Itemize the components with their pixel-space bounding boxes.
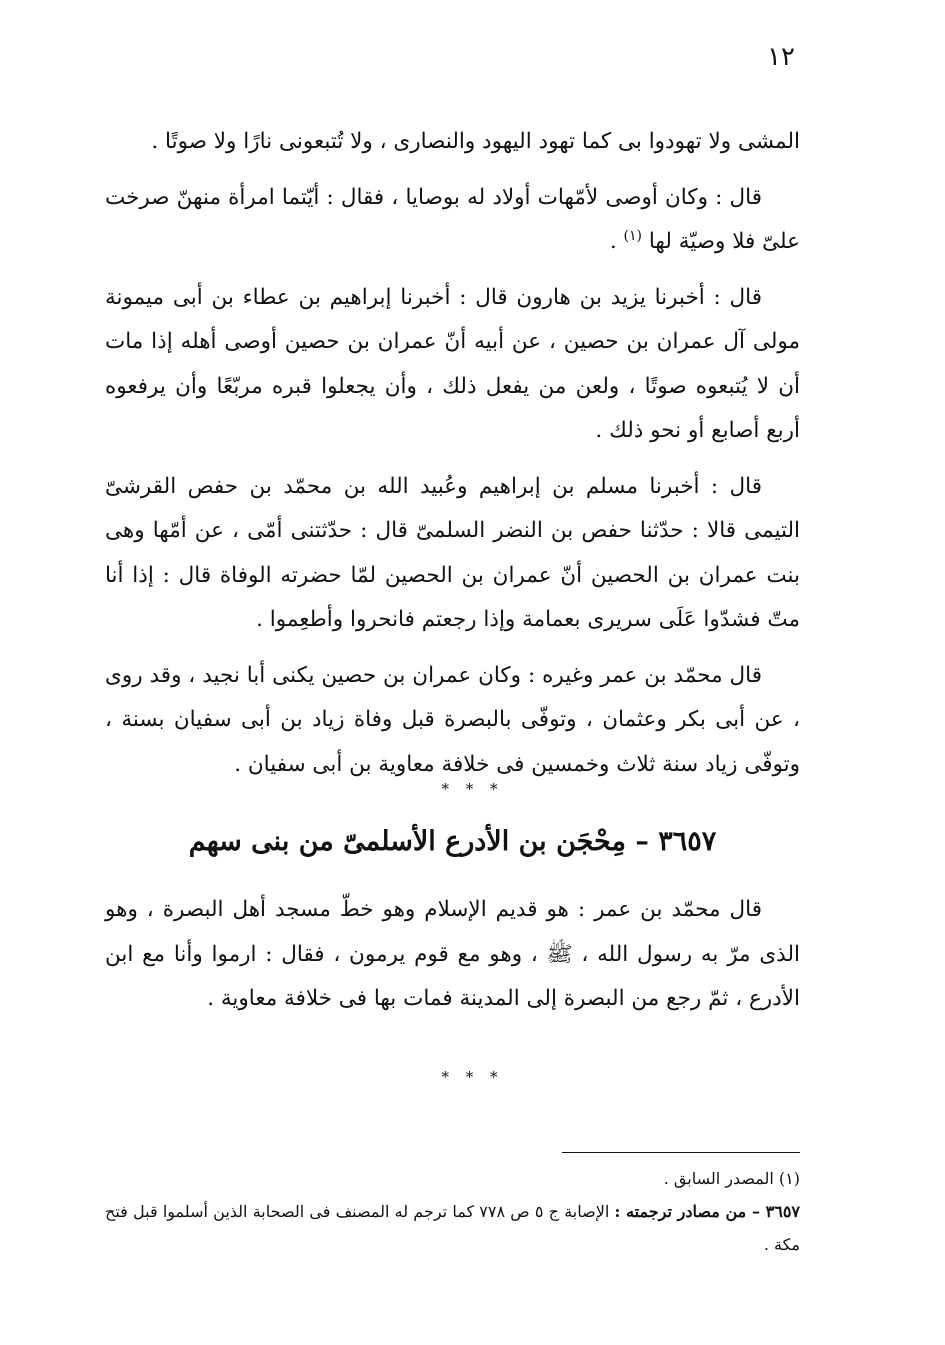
entry-text xyxy=(105,888,800,1033)
section-separator: * * * xyxy=(441,780,504,798)
main-text xyxy=(105,120,800,798)
page-number: ١٢ xyxy=(767,42,795,72)
paragraph: المشى ولا تهودوا بى كما تهود اليهود والنصارى ، ولا تُتبعونى نارًا ولا صوتًا . xyxy=(151,129,800,154)
footnote xyxy=(105,1195,800,1261)
paragraph-text: قال : وكان أوصى لأمّهات أولاد له بوصايا ، فقال : أيّتما امرأة منهنّ صرخت علىّ فلا وصيّة لها xyxy=(105,184,800,254)
entry-heading: ٣٦٥٧ – مِحْجَن بن الأدرع الأسلمىّ من بنى سهم xyxy=(188,826,717,857)
footnote-divider xyxy=(562,1152,800,1153)
footnote-marker: (١) xyxy=(623,227,643,244)
paragraph: قال : أخبرنا مسلم بن إبراهيم وعُبيد الله بن محمّد بن حفص القرشىّ التيمى قالا : حدّثنا حفص بن النضر السلمىّ قال : حدّثتنى أمّى ، عن أمّها وهى بنت عمران بن الحصين أنّ عمران بن الحصين لمّا حضرته الوفاة قال : إذا أنا متّ فشدّوا عَلَى سريرى بعمامة وإذا رجعتم فانحروا وأطعِموا . xyxy=(105,473,800,632)
footnote: (١) المصدر السابق . xyxy=(663,1169,800,1188)
paragraph: قال محمّد بن عمر وغيره : وكان عمران بن حصين يكنى أبا نجيد ، وقد روى ، عن أبى بكر وعثمان ، وتوفّى بالبصرة قبل وفاة زياد بن أبى سفيان بسنة ، وتوفّى زياد سنة ثلاث وخمسين فى خلافة معاوية بن أبى سفيان . xyxy=(105,662,800,777)
paragraph: قال : أخبرنا يزيد بن هارون قال : أخبرنا إبراهيم بن عطاء بن أبى ميمونة مولى آل عمران بن حصين ، عن أبيه أنّ عمران بن حصين أوصى أهله إذا مات أن لا يُتبعوه صوتًا ، ولعن من يفعل ذلك ، وأن يجعلوا قبره مربّعًا وأن يرفعوه أربع أصابع أو نحو ذلك . xyxy=(105,284,800,443)
section-separator: * * * xyxy=(441,1068,504,1086)
paragraph xyxy=(105,176,800,265)
footnotes xyxy=(105,1162,800,1261)
footnote-text: الإصابة ج ٥ ص ٧٧٨ كما ترجم له المصنف فى الصحابة الذين أسلموا قبل فتح مكة . xyxy=(105,1202,800,1254)
paragraph-end: . xyxy=(609,229,624,254)
footnote-label: ٣٦٥٧ – من مصادر ترجمته : xyxy=(614,1202,801,1221)
paragraph: قال محمّد بن عمر : هو قديم الإسلام وهو خطّ مسجد أهل البصرة ، وهو الذى مرّ به رسول الله ، ﷺ ، وهو مع قوم يرمون ، فقال : ارموا وأنا مع ابن الأدرع ، ثمّ رجع من البصرة إلى المدينة فمات بها فى خلافة معاوية . xyxy=(105,897,800,1011)
